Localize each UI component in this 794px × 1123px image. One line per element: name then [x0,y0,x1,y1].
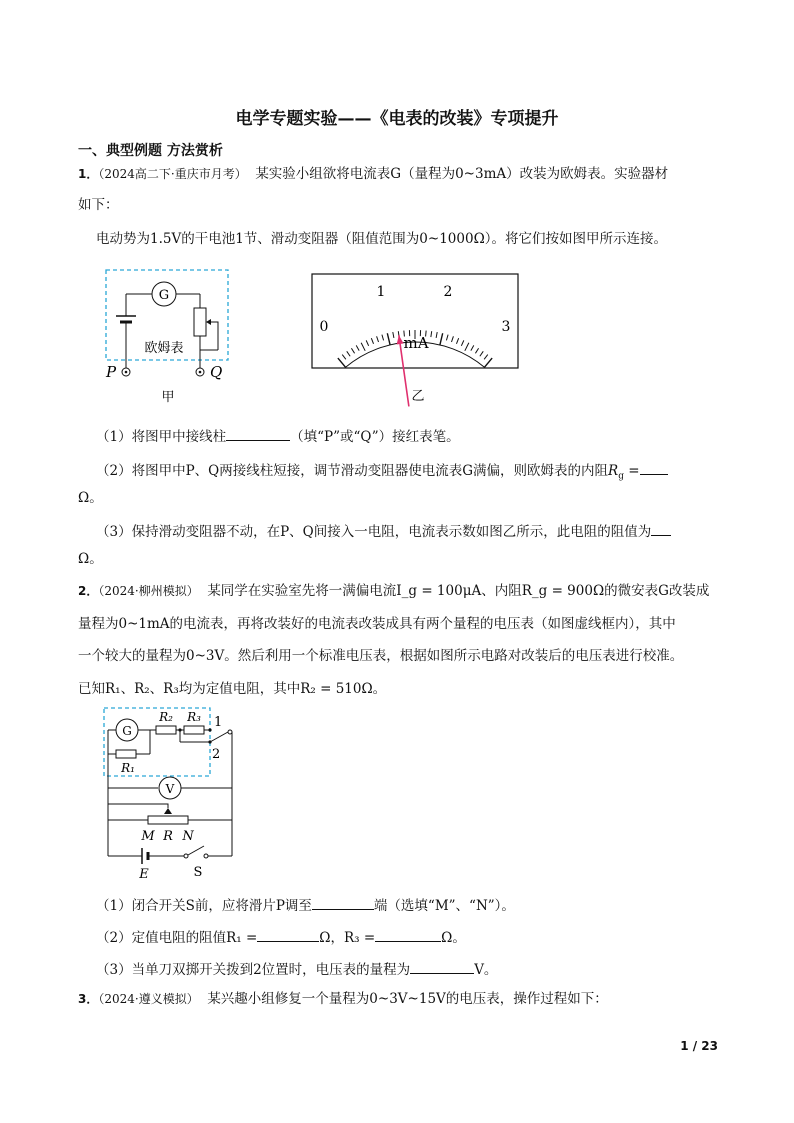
terminal-dot [125,371,128,374]
q2-line1 [78,581,709,601]
resistor-r2-icon [156,726,176,734]
q2-sub2-text-2: Ω，R₃ = [319,930,376,946]
answer-blank[interactable] [312,895,374,910]
q1-sub3-unit: Ω。 [78,551,103,567]
dial-label-1: 1 [376,284,386,300]
figure-b-caption: 乙 [411,389,425,404]
q2-text-3: 一个较大的量程为0~3V。然后利用一个标准电压表，根据如图所示电路对改装后的电压表进行校准。 [78,648,684,664]
q3-number: 3． [78,992,99,1006]
q2-text-1: 某同学在实验室先将一满偏电流I_g = 100μA、内阻R_g = 900Ω的微安表G改装成 [207,583,710,599]
q2-circuit-figure [98,704,248,882]
r3-label: R₃ [187,710,201,724]
answer-blank[interactable] [375,927,441,942]
equals-sign: = [628,463,640,479]
switch-pivot-icon [228,730,232,734]
q1-figure-a [100,264,240,406]
m-label: M [141,829,155,844]
q2-sub3-text: （3）当单刀双掷开关拨到2位置时，电压表的量程为 [96,962,411,978]
q1-sub2-text: （2）将图甲中P、Q两接线柱短接，调节滑动变阻器使电流表G满偏，则欧姆表的内阻 [96,463,609,479]
section-heading: 一、典型例题 方法赏析 [78,143,223,159]
r2-label: R₂ [159,710,173,724]
q1-line1 [78,164,668,184]
q2-text-4: 已知R₁、R₂、R₃均为定值电阻，其中R₂ = 510Ω。 [78,681,387,697]
figure-a-caption: 甲 [161,390,175,405]
slider-arrow-icon [164,808,172,814]
q2-sub3-text-2: V。 [474,962,498,978]
ohmmeter-label: 欧姆表 [144,341,184,356]
terminal-1-icon [208,728,211,731]
page-title: 电学专题实验——《电表的改装》专项提升 [235,109,559,129]
q1-text-3: 电动势为1.5V的干电池1节、滑动变阻器（阻值范围为0~1000Ω）。将它们按如图甲所示连接。 [96,231,668,247]
dial-label-3: 3 [501,319,511,335]
meter-unit: mA [403,334,429,352]
q1-source: （2024高二下·重庆市月考） [98,167,247,181]
answer-blank[interactable] [640,460,668,475]
terminal-p-label: P [106,363,117,381]
answer-blank[interactable] [410,959,474,974]
q1-sub3-text: （3）保持滑动变阻器不动，在P、Q间接入一电阻，电流表示数如图乙所示，此电阻的阻值为 [96,524,652,540]
r1-label: R₁ [121,761,135,775]
slider-wire [108,804,168,808]
q1-sub2-unit: Ω。 [78,490,103,506]
q1-sub1 [96,426,460,447]
q2-sub2 [96,927,466,948]
slider-arrow-icon [206,319,211,325]
rg-symbol: R [608,463,619,479]
terminal-dot [199,371,202,374]
terminal-q-label: Q [210,363,223,381]
q2-sub2-text: （2）定值电阻的阻值R₁ = [96,930,258,946]
q2-source: （2024·柳州模拟） [98,584,199,598]
answer-blank[interactable] [257,927,319,942]
switch-contact-icon [184,854,188,858]
resistor-r1-icon [116,750,136,758]
switch-contact-icon [204,854,208,858]
dial-label-0: 0 [319,319,329,335]
q2-sub1-text: （1）闭合开关S前，应将滑片P调至 [96,898,312,914]
spdt-switch-blade [210,732,228,742]
q2-sub1-text-2: 端（选填“M”、“N”）。 [373,898,515,914]
v-label: V [165,782,175,796]
rheostat-slider [210,322,218,350]
terminal-2-label: 2 [212,747,221,762]
e-label: E [139,867,149,882]
q1-sub1-text-2: （填“P”或“Q”）接红表笔。 [290,429,460,445]
q1-text-1: 某实验小组欲将电流表G（量程为0~3mA）改装为欧姆表。实验器材 [255,166,669,182]
q1-sub2 [96,460,668,487]
page-number: 1 / 23 [680,1039,718,1053]
n-label: N [182,829,194,844]
rg-subscript: g [618,471,624,482]
r-label: R [163,829,173,844]
meter-face [312,274,518,368]
q2-sub1 [96,895,515,916]
q1-sub3 [96,521,671,542]
s-label: S [193,865,203,880]
q3-text-1: 某兴趣小组修复一个量程为0~3V~15V的电压表，操作过程如下： [207,991,608,1007]
q2-number: 2． [78,584,99,598]
resistor-r3-icon [184,726,204,734]
q1-number: 1． [78,167,99,181]
answer-blank[interactable] [226,426,290,441]
terminal-1-label: 1 [214,715,223,730]
q3-source: （2024·遵义模拟） [98,992,199,1006]
q2-text-2: 量程为0~1mA的电流表，再将改装好的电流表改装成具有两个量程的电压表（如图虚线框内），其中 [78,616,676,632]
galvanometer-label: G [158,288,170,303]
g-label: G [122,724,132,738]
switch-s-blade [188,846,204,855]
q2-sub2-text-3: Ω。 [441,930,466,946]
dial-label-2: 2 [443,284,453,300]
q3-line1 [78,989,608,1009]
q2-sub3 [96,959,497,980]
rheostat-icon [194,308,206,336]
rheostat-icon [148,816,188,824]
q1-text-2: 如下： [78,197,119,213]
q1-sub1-text: （1）将图甲中接线柱 [96,429,227,445]
answer-blank[interactable] [651,521,671,536]
q1-figure-b [310,272,522,406]
